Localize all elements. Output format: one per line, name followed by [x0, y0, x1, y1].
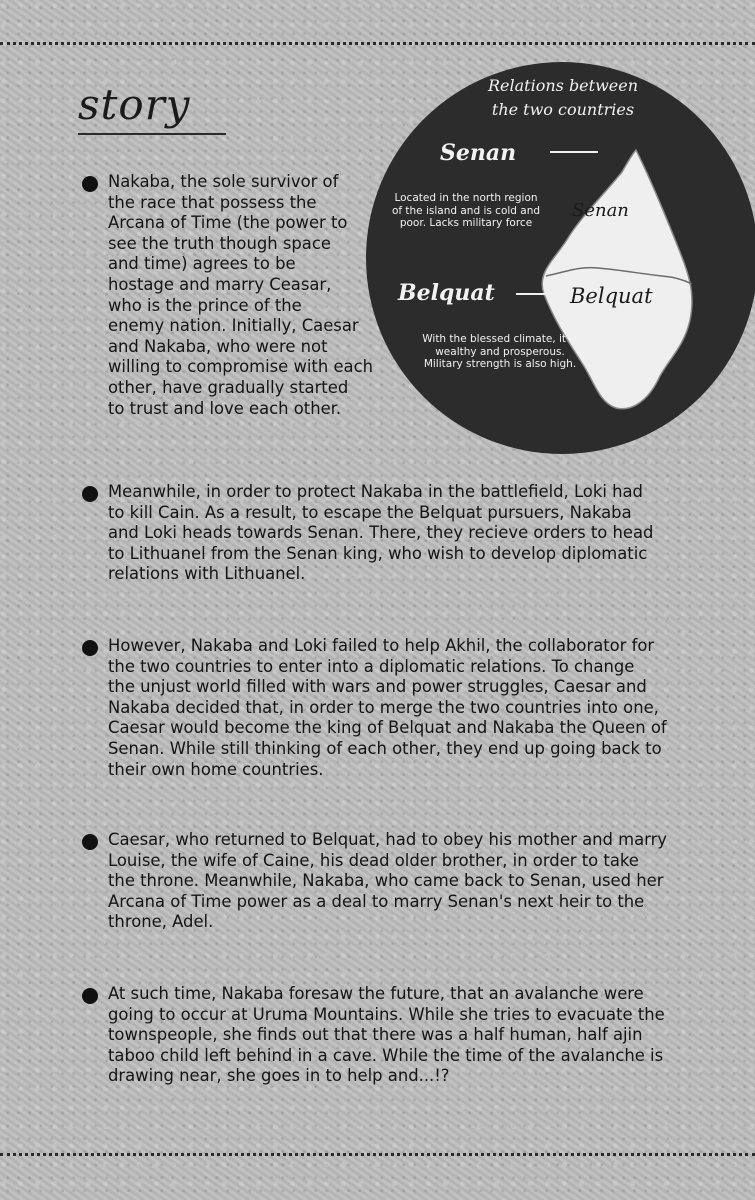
senan-label: Senan — [440, 140, 517, 166]
map-heading — [458, 74, 668, 122]
paragraph-line: Nakaba, the sole survivor of — [108, 172, 339, 191]
paragraph-line: taboo child left behind in a cave. While the time of the avalanche is — [108, 1045, 664, 1065]
paragraph-line: At such time, Nakaba foresaw the future, that an avalanche were — [108, 984, 644, 1003]
paragraph-3 — [108, 636, 728, 780]
paragraph-line: Meanwhile, in order to protect Nakaba in the battlefield, Loki had — [108, 482, 643, 501]
paragraph-line: to Lithuanel from the Senan king, who wish to develop diplomatic — [108, 543, 648, 563]
senan-handwritten-label: Senan — [572, 200, 629, 221]
map-heading-line1: Relations between — [487, 76, 639, 95]
paragraph-1 — [108, 172, 378, 419]
paragraph-line: willing to compromise with each — [108, 357, 373, 377]
map-heading-line2: the two countries — [491, 100, 635, 119]
paragraph-2 — [108, 482, 708, 585]
paragraph-line: Louise, the wife of Caine, his dead older brother, in order to take — [108, 850, 639, 870]
paragraph-line: and Nakaba, who were not — [108, 336, 328, 356]
title-underline — [78, 133, 226, 135]
senan-description: Located in the north region of the island and is cold and poor. Lacks military force — [391, 192, 541, 229]
paragraph-line: who is the prince of the — [108, 295, 302, 315]
paragraph-line: the race that possess the — [108, 192, 317, 212]
paragraph-line: enemy nation. Initially, Caesar — [108, 316, 359, 336]
bullet-5 — [82, 988, 98, 1004]
paragraph-line: to trust and love each other. — [108, 398, 342, 418]
bottom-dotted-border — [0, 1153, 755, 1156]
paragraph-line: Arcana of Time (the power to — [108, 213, 348, 233]
paragraph-line: Senan. While still thinking of each other, they end up going back to — [108, 738, 662, 758]
paragraph-line: their own home countries. — [108, 759, 324, 779]
paragraph-line: other, have gradually started — [108, 377, 349, 397]
top-dotted-border — [0, 42, 755, 45]
paragraph-5 — [108, 984, 728, 1087]
paragraph-line: Caesar would become the king of Belquat and Nakaba the Queen of — [108, 718, 667, 738]
paragraph-line: to kill Cain. As a result, to escape the Belquat pursuers, Nakaba — [108, 502, 632, 522]
paragraph-line: the unjust world filled with wars and power struggles, Caesar and — [108, 677, 647, 697]
bullet-3 — [82, 640, 98, 656]
belquat-label: Belquat — [398, 280, 495, 306]
bullet-4 — [82, 834, 98, 850]
paragraph-line: Nakaba decided that, in order to merge the two countries into one, — [108, 697, 659, 717]
paragraph-line: and Loki heads towards Senan. There, they recieve orders to head — [108, 523, 654, 543]
belquat-handwritten-label: Belquat — [570, 284, 653, 308]
bullet-1 — [82, 176, 98, 192]
paragraph-line: drawing near, she goes in to help and...!? — [108, 1066, 450, 1086]
belquat-description: With the blessed climate, it is wealthy and prosperous. Military strength is also high. — [422, 333, 578, 370]
paragraph-line: townspeople, she finds out that there was a half human, half ajin — [108, 1025, 643, 1045]
bullet-2 — [82, 486, 98, 502]
paragraph-line: However, Nakaba and Loki failed to help Akhil, the collaborator for — [108, 636, 655, 655]
paragraph-line: throne, Adel. — [108, 912, 214, 932]
paragraph-line: Arcana of Time power as a deal to marry Senan's next heir to the — [108, 891, 645, 911]
page-title: story — [78, 80, 191, 129]
paragraph-line: Caesar, who returned to Belquat, had to obey his mother and marry — [108, 830, 668, 849]
paragraph-line: see the truth though space — [108, 233, 331, 253]
paragraph-line: and time) agrees to be — [108, 254, 296, 274]
paragraph-line: the throne. Meanwhile, Nakaba, who came back to Senan, used her — [108, 871, 664, 891]
paragraph-line: going to occur at Uruma Mountains. While she tries to evacuate the — [108, 1004, 665, 1024]
paragraph-line: relations with Lithuanel. — [108, 564, 306, 584]
paragraph-line: hostage and marry Ceasar, — [108, 274, 332, 294]
paragraph-4 — [108, 830, 728, 933]
paragraph-line: the two countries to enter into a diplomatic relations. To change — [108, 656, 635, 676]
